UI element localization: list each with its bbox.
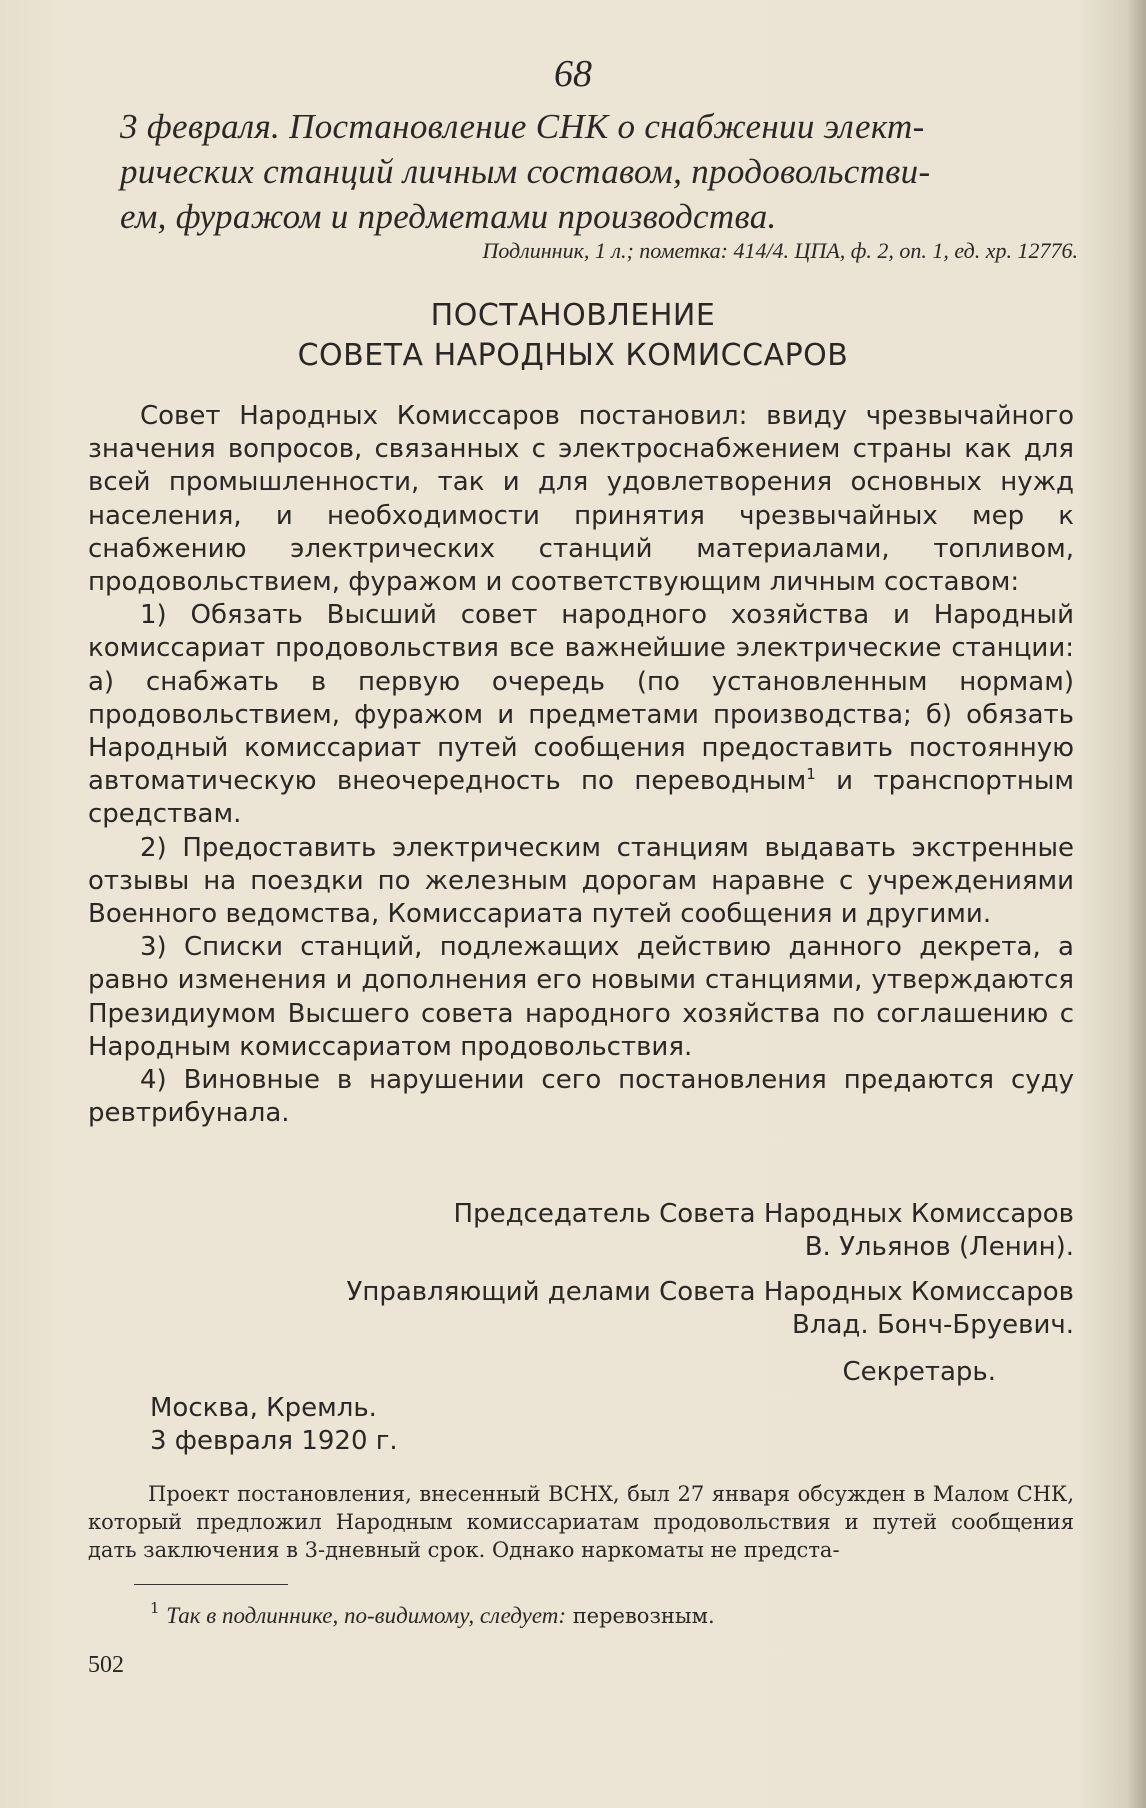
editorial-note bbox=[88, 1480, 1074, 1564]
chair-title: Председатель Совета Народных Комиссаров bbox=[453, 1199, 1074, 1229]
manager-name: Влад. Бонч-Бруевич. bbox=[792, 1310, 1074, 1340]
heading-line: ем, фуражом и предметами производства. bbox=[120, 197, 777, 236]
chair-signature bbox=[174, 1198, 1074, 1264]
footnote-italic: Так в подлиннике, по-видимому, следует: bbox=[166, 1603, 566, 1628]
item-1-text: 1) Обязать Высший совет народного хозяйства и Народный комиссариат продовольствия все важнейшие электрические станции: а) снабжать в первую очередь (по установленным нормам) продовольствием, фуражом и предметами производства; б) обязать Народный комиссариат путей сообщения предоставить постоянную автоматическую внеочередность по переводным bbox=[88, 600, 1074, 797]
footnote bbox=[150, 1599, 1050, 1630]
chair-name: В. Ульянов (Ленин). bbox=[804, 1232, 1074, 1262]
title-line: СОВЕТА НАРОДНЫХ КОМИССАРОВ bbox=[297, 338, 849, 373]
item-3: 3) Списки станций, подлежащих действию данного декрета, а равно изменения и дополнения его новыми станциями, утверждаются Президиумом Высшего совета народного хозяйства по соглашению с Народным комиссариатом продовольствия. bbox=[88, 932, 1074, 1062]
heading-line: рических станций личным составом, продовольстви- bbox=[120, 152, 931, 191]
date: 3 февраля 1920 г. bbox=[150, 1426, 398, 1456]
item-4: 4) Виновные в нарушении сего постановления предаются суду ревтрибунала. bbox=[88, 1065, 1074, 1129]
item-1-tail: и транспортным средствам. bbox=[88, 766, 1074, 830]
source-note: Подлинник, 1 л.; пометка: 414/4. ЦПА, ф. 2, оп. 1, ед. хр. 12776. bbox=[482, 238, 1078, 263]
document-heading bbox=[120, 104, 1072, 239]
folio-number: 502 bbox=[88, 1652, 124, 1678]
manager-signature bbox=[174, 1276, 1074, 1342]
decree-body bbox=[88, 400, 1074, 1130]
intro-paragraph: Совет Народных Комиссаров постановил: ввиду чрезвычайного значения вопросов, связанных с электроснабжением страны как для всей промышленности, так и для удовлетворения основных нужд населения, и необходимости принятия чрезвычайных мер к снабжению электрических станций материалами, топливом, продовольствием, фуражом и соответствующим личным составом: bbox=[88, 401, 1074, 598]
document-number: 68 bbox=[554, 53, 592, 95]
manager-title: Управляющий делами Совета Народных Комиссаров bbox=[346, 1277, 1074, 1307]
decree-title bbox=[0, 296, 1146, 376]
place: Москва, Кремль. bbox=[150, 1393, 377, 1423]
item-2: 2) Предоставить электрическим станциям выдавать экстренные отзывы на поездки по железным дорогам наравне с учреждениями Военного ведомства, Комиссариата путей сообщения и другими. bbox=[88, 832, 1074, 930]
footnote-divider bbox=[134, 1584, 288, 1585]
place-and-date bbox=[150, 1392, 398, 1458]
page-edge-shadow bbox=[1128, 0, 1146, 1808]
footnote-word: перевозным. bbox=[572, 1604, 715, 1628]
secretary-signature: Секретарь. bbox=[842, 1357, 996, 1387]
heading-line: 3 февраля. Постановление СНК о снабжении элект- bbox=[120, 107, 925, 146]
item-1 bbox=[88, 599, 1074, 831]
footnote-ref: 1 bbox=[806, 765, 816, 784]
note-text: Проект постановления, внесенный ВСНХ, был 27 января обсужден в Малом СНК, который предложил Народным комиссариатам продовольствия и путей сообщения дать заключения в 3-дневный срок. Однако наркоматы не предста- bbox=[88, 1482, 1074, 1562]
footnote-mark: 1 bbox=[150, 1599, 160, 1617]
title-line: ПОСТАНОВЛЕНИЕ bbox=[430, 298, 716, 333]
